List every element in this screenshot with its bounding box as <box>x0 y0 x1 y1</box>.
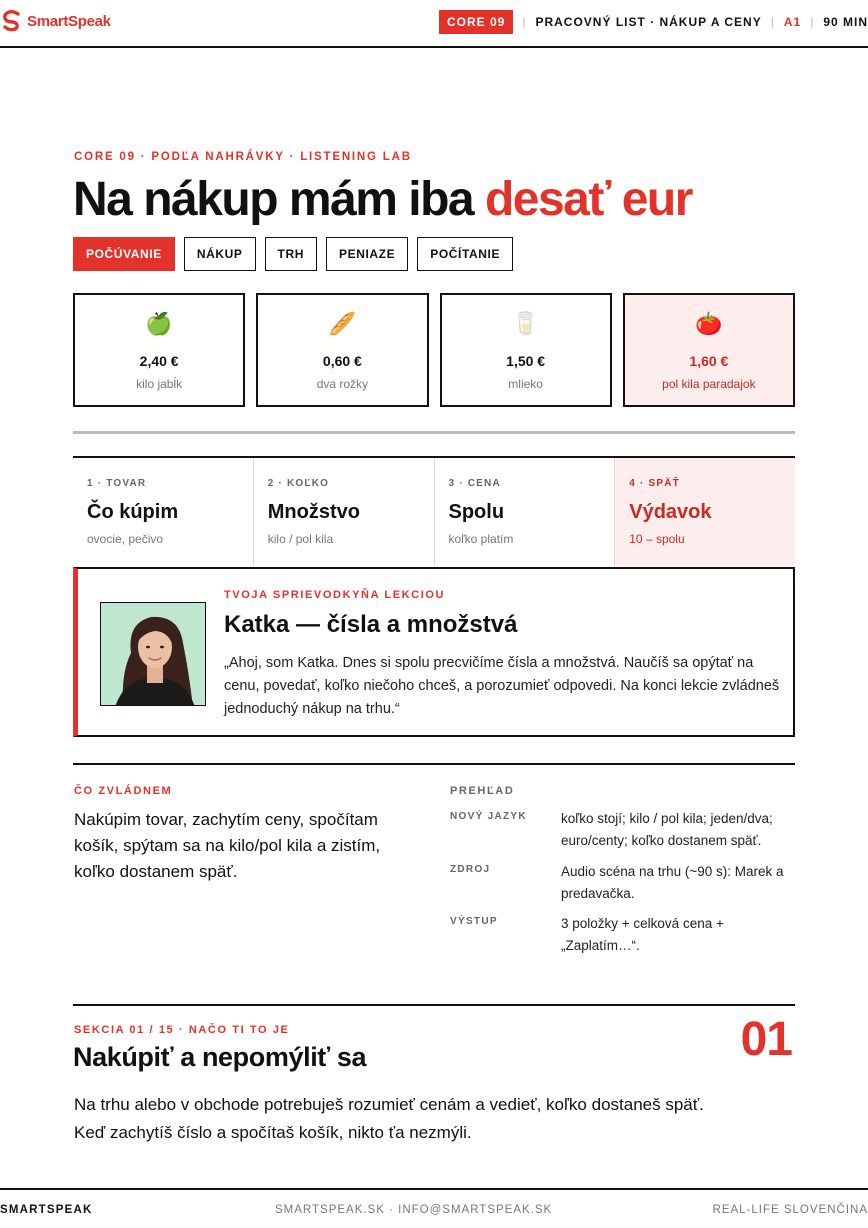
overview-key: NOVÝ JAZYK <box>450 811 527 822</box>
divider: | <box>810 15 815 29</box>
tomato-icon: 🍅 <box>695 311 723 336</box>
outcomes-label: ČO ZVLÁDNEM <box>74 785 173 797</box>
hero-kicker: CORE 09 · PODĽA NAHRÁVKY · LISTENING LAB <box>74 151 412 163</box>
step-item <box>435 458 616 566</box>
price-value: 2,40 € <box>139 353 179 369</box>
overview-value: 3 položky + celková cena + „Zaplatím…“. <box>561 916 724 953</box>
divider: | <box>522 15 527 29</box>
step-name: Čo kúpim <box>87 501 179 523</box>
guide-avatar <box>100 602 206 706</box>
tab-peniaze[interactable]: PENIAZE <box>326 237 408 271</box>
step-sub: ovocie, pečivo <box>87 532 164 546</box>
divider <box>73 763 795 765</box>
price-card-rolls <box>256 293 428 407</box>
footer-tagline: REAL-LIFE SLOVENČINA <box>712 1204 868 1216</box>
brand-name: SmartSpeak <box>27 12 111 30</box>
topic-tabs <box>73 237 513 271</box>
tab-pocitanie[interactable]: POČÍTANIE <box>417 237 513 271</box>
guide-kicker: TVOJA SPRIEVODKYŇA LEKCIOU <box>224 589 446 601</box>
core-badge: CORE 09 <box>439 10 513 34</box>
divider <box>73 431 795 434</box>
overview-row <box>450 861 795 905</box>
overview-value: koľko stojí; kilo / pol kila; jeden/dva; euro/centy; koľko dostanem späť. <box>561 811 773 848</box>
overview-row <box>450 913 795 957</box>
price-card-tomatoes <box>623 293 795 407</box>
steps-strip <box>73 456 795 566</box>
doc-label: PRACOVNÝ LIST · NÁKUP A CENY <box>535 15 762 29</box>
guide-title: Katka — čísla a množstvá <box>224 611 518 638</box>
level-label: A1 <box>783 15 802 29</box>
overview-key: ZDROJ <box>450 864 491 875</box>
divider <box>73 1004 795 1006</box>
tab-pocuvanie[interactable]: POČÚVANIE <box>73 237 175 271</box>
step-number: 4 · SPÄŤ <box>629 478 680 489</box>
divider: | <box>770 15 775 29</box>
title-plain: Na nákup mám iba <box>73 173 485 226</box>
price-value: 0,60 € <box>322 353 362 369</box>
step-sub: koľko platím <box>448 532 514 546</box>
header-meta <box>439 10 868 34</box>
step-name: Spolu <box>448 501 505 523</box>
outcomes-text: Nakúpim tovar, zachytím ceny, spočítam košík, spýtam sa na kilo/pol kila a zistím, koľko dostanem späť. <box>74 810 381 881</box>
overview-key: VÝSTUP <box>450 916 498 927</box>
bread-roll-icon: 🥖 <box>328 311 357 336</box>
step-item <box>254 458 435 566</box>
step-item-highlighted <box>615 458 795 566</box>
milk-icon: 🥛 <box>511 311 540 336</box>
portrait-image <box>101 603 206 706</box>
step-sub: 10 – spolu <box>629 532 685 546</box>
price-desc: kilo jabĺk <box>136 377 183 391</box>
title-accent: desať eur <box>484 173 692 226</box>
brand-logo[interactable] <box>0 9 111 33</box>
overview-row <box>450 808 795 852</box>
top-header <box>0 0 868 48</box>
price-desc: dva rožky <box>316 377 369 391</box>
step-number: 1 · TOVAR <box>87 478 147 489</box>
price-value: 1,60 € <box>689 353 729 369</box>
price-card-apples <box>73 293 245 407</box>
overview-value: Audio scéna na trhu (~90 s): Marek a predavačka. <box>561 864 784 901</box>
footer-contact[interactable]: SMARTSPEAK.SK · INFO@SMARTSPEAK.SK <box>275 1204 553 1216</box>
price-desc: pol kila paradajok <box>662 377 756 391</box>
smartspeak-logo-icon <box>0 9 24 33</box>
apple-icon: 🍏 <box>145 311 173 336</box>
price-cards <box>73 293 795 407</box>
step-name: Množstvo <box>267 501 360 523</box>
guide-box <box>73 567 795 737</box>
step-name: Výdavok <box>629 501 712 523</box>
tab-nakup[interactable]: NÁKUP <box>184 237 256 271</box>
section-kicker: SEKCIA 01 / 15 · NAČO TI TO JE <box>74 1024 290 1036</box>
section-number: 01 <box>740 1013 792 1066</box>
duration-label: 90 MIN <box>823 15 868 29</box>
page-title <box>73 172 692 228</box>
price-card-milk <box>440 293 612 407</box>
step-number: 2 · KOĽKO <box>267 478 330 489</box>
step-number: 3 · CENA <box>448 478 501 489</box>
section-text: Na trhu alebo v obchode potrebuješ rozumieť cenám a vedieť, koľko dostaneš späť. Keď zachytíš číslo a spočítaš košík, nikto ťa nezmýli. <box>74 1095 704 1142</box>
price-value: 1,50 € <box>506 353 546 369</box>
step-item <box>73 458 254 566</box>
page-footer <box>0 1188 868 1228</box>
price-desc: mlieko <box>508 377 543 391</box>
tab-trh[interactable]: TRH <box>265 237 317 271</box>
section-title: Nakúpiť a nepomýliť sa <box>73 1042 367 1072</box>
footer-brand: SMARTSPEAK <box>0 1204 93 1216</box>
overview-label: PREHĽAD <box>450 785 515 797</box>
guide-quote: „Ahoj, som Katka. Dnes si spolu precvičíme čísla a množstvá. Naučíš sa opýtať na cenu, povedať, koľko niečoho chceš, a porozumieť odpovedi. Na konci lekcie zvládneš jednoduchý nákup na trhu.“ <box>224 655 780 717</box>
step-sub: kilo / pol kila <box>267 532 334 546</box>
